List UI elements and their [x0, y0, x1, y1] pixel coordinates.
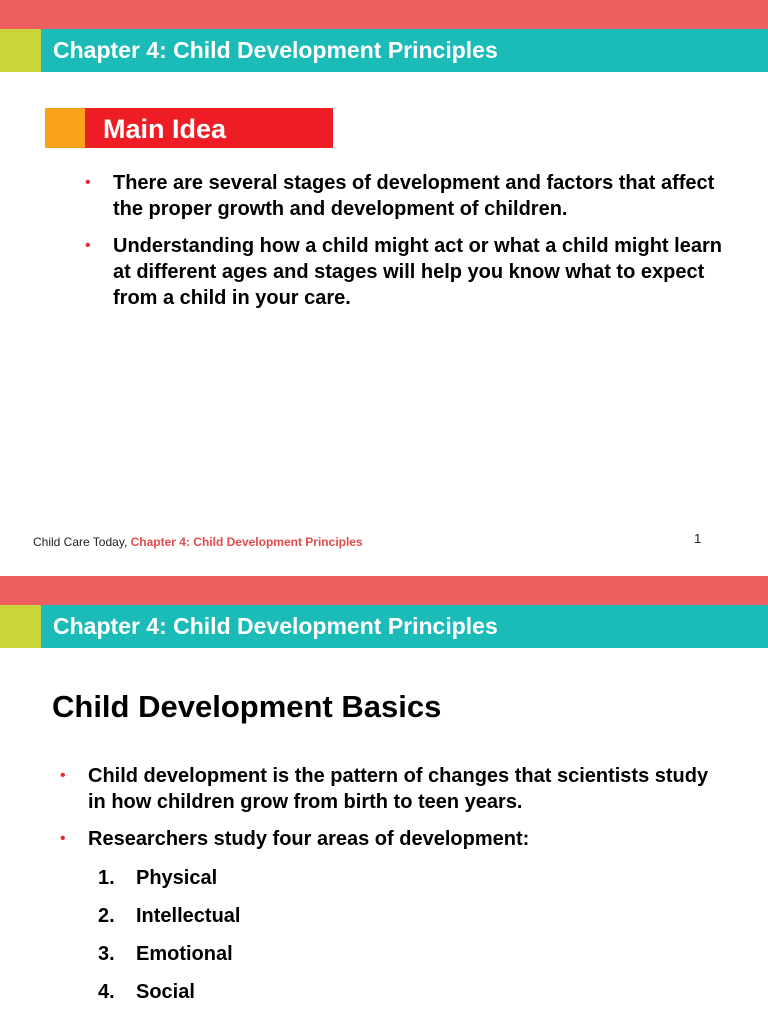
bullet-item — [60, 763, 728, 815]
development-areas-list — [98, 865, 240, 1017]
main-idea-label: Main Idea — [103, 114, 227, 144]
main-idea-accent-block — [45, 108, 85, 148]
bullet-item — [85, 233, 733, 311]
list-label: Emotional — [136, 943, 233, 965]
footer-chapter-title: Chapter 4: Child Development Principles — [130, 535, 363, 549]
green-accent-tab — [0, 605, 41, 648]
bullet-text: Researchers study four areas of development: — [88, 828, 530, 850]
bullet-text: Child development is the pattern of changes that scientists study in how children grow from birth to teen years. — [88, 765, 709, 813]
top-accent-bar — [0, 0, 768, 29]
list-item — [98, 903, 240, 941]
main-idea-banner — [45, 108, 333, 148]
list-number: 2. — [98, 905, 115, 927]
slide-title: Chapter 4: Child Development Principles — [41, 29, 768, 72]
list-label: Physical — [136, 867, 218, 889]
footer-book-title: Child Care Today, — [33, 535, 131, 549]
bullet-text: Understanding how a child might act or what a child might learn at different ages and stages will help you know what to expect from a child in your care. — [113, 235, 722, 309]
section-heading: Child Development Basics — [52, 689, 442, 724]
page-number: 1 — [694, 531, 702, 546]
bullet-text: There are several stages of development and factors that affect the proper growth and development of children. — [113, 172, 715, 220]
slide-footer — [33, 535, 363, 549]
green-accent-tab — [0, 29, 41, 72]
list-label: Intellectual — [136, 905, 241, 927]
top-accent-bar — [0, 576, 768, 605]
bullet-dot-icon: • — [85, 237, 91, 254]
bullet-item — [85, 170, 733, 222]
basics-bullets — [60, 763, 728, 863]
slide-2 — [0, 576, 768, 1024]
bullet-item — [60, 826, 728, 852]
bullet-dot-icon: • — [85, 174, 91, 191]
list-number: 4. — [98, 981, 115, 1003]
list-item — [98, 865, 240, 903]
main-idea-bullets — [85, 170, 733, 322]
bullet-dot-icon: • — [60, 830, 66, 847]
list-item — [98, 979, 240, 1017]
bullet-dot-icon: • — [60, 767, 66, 784]
list-number: 1. — [98, 867, 115, 889]
list-number: 3. — [98, 943, 115, 965]
list-item — [98, 941, 240, 979]
list-label: Social — [136, 981, 195, 1003]
slide-title: Chapter 4: Child Development Principles — [41, 605, 768, 648]
